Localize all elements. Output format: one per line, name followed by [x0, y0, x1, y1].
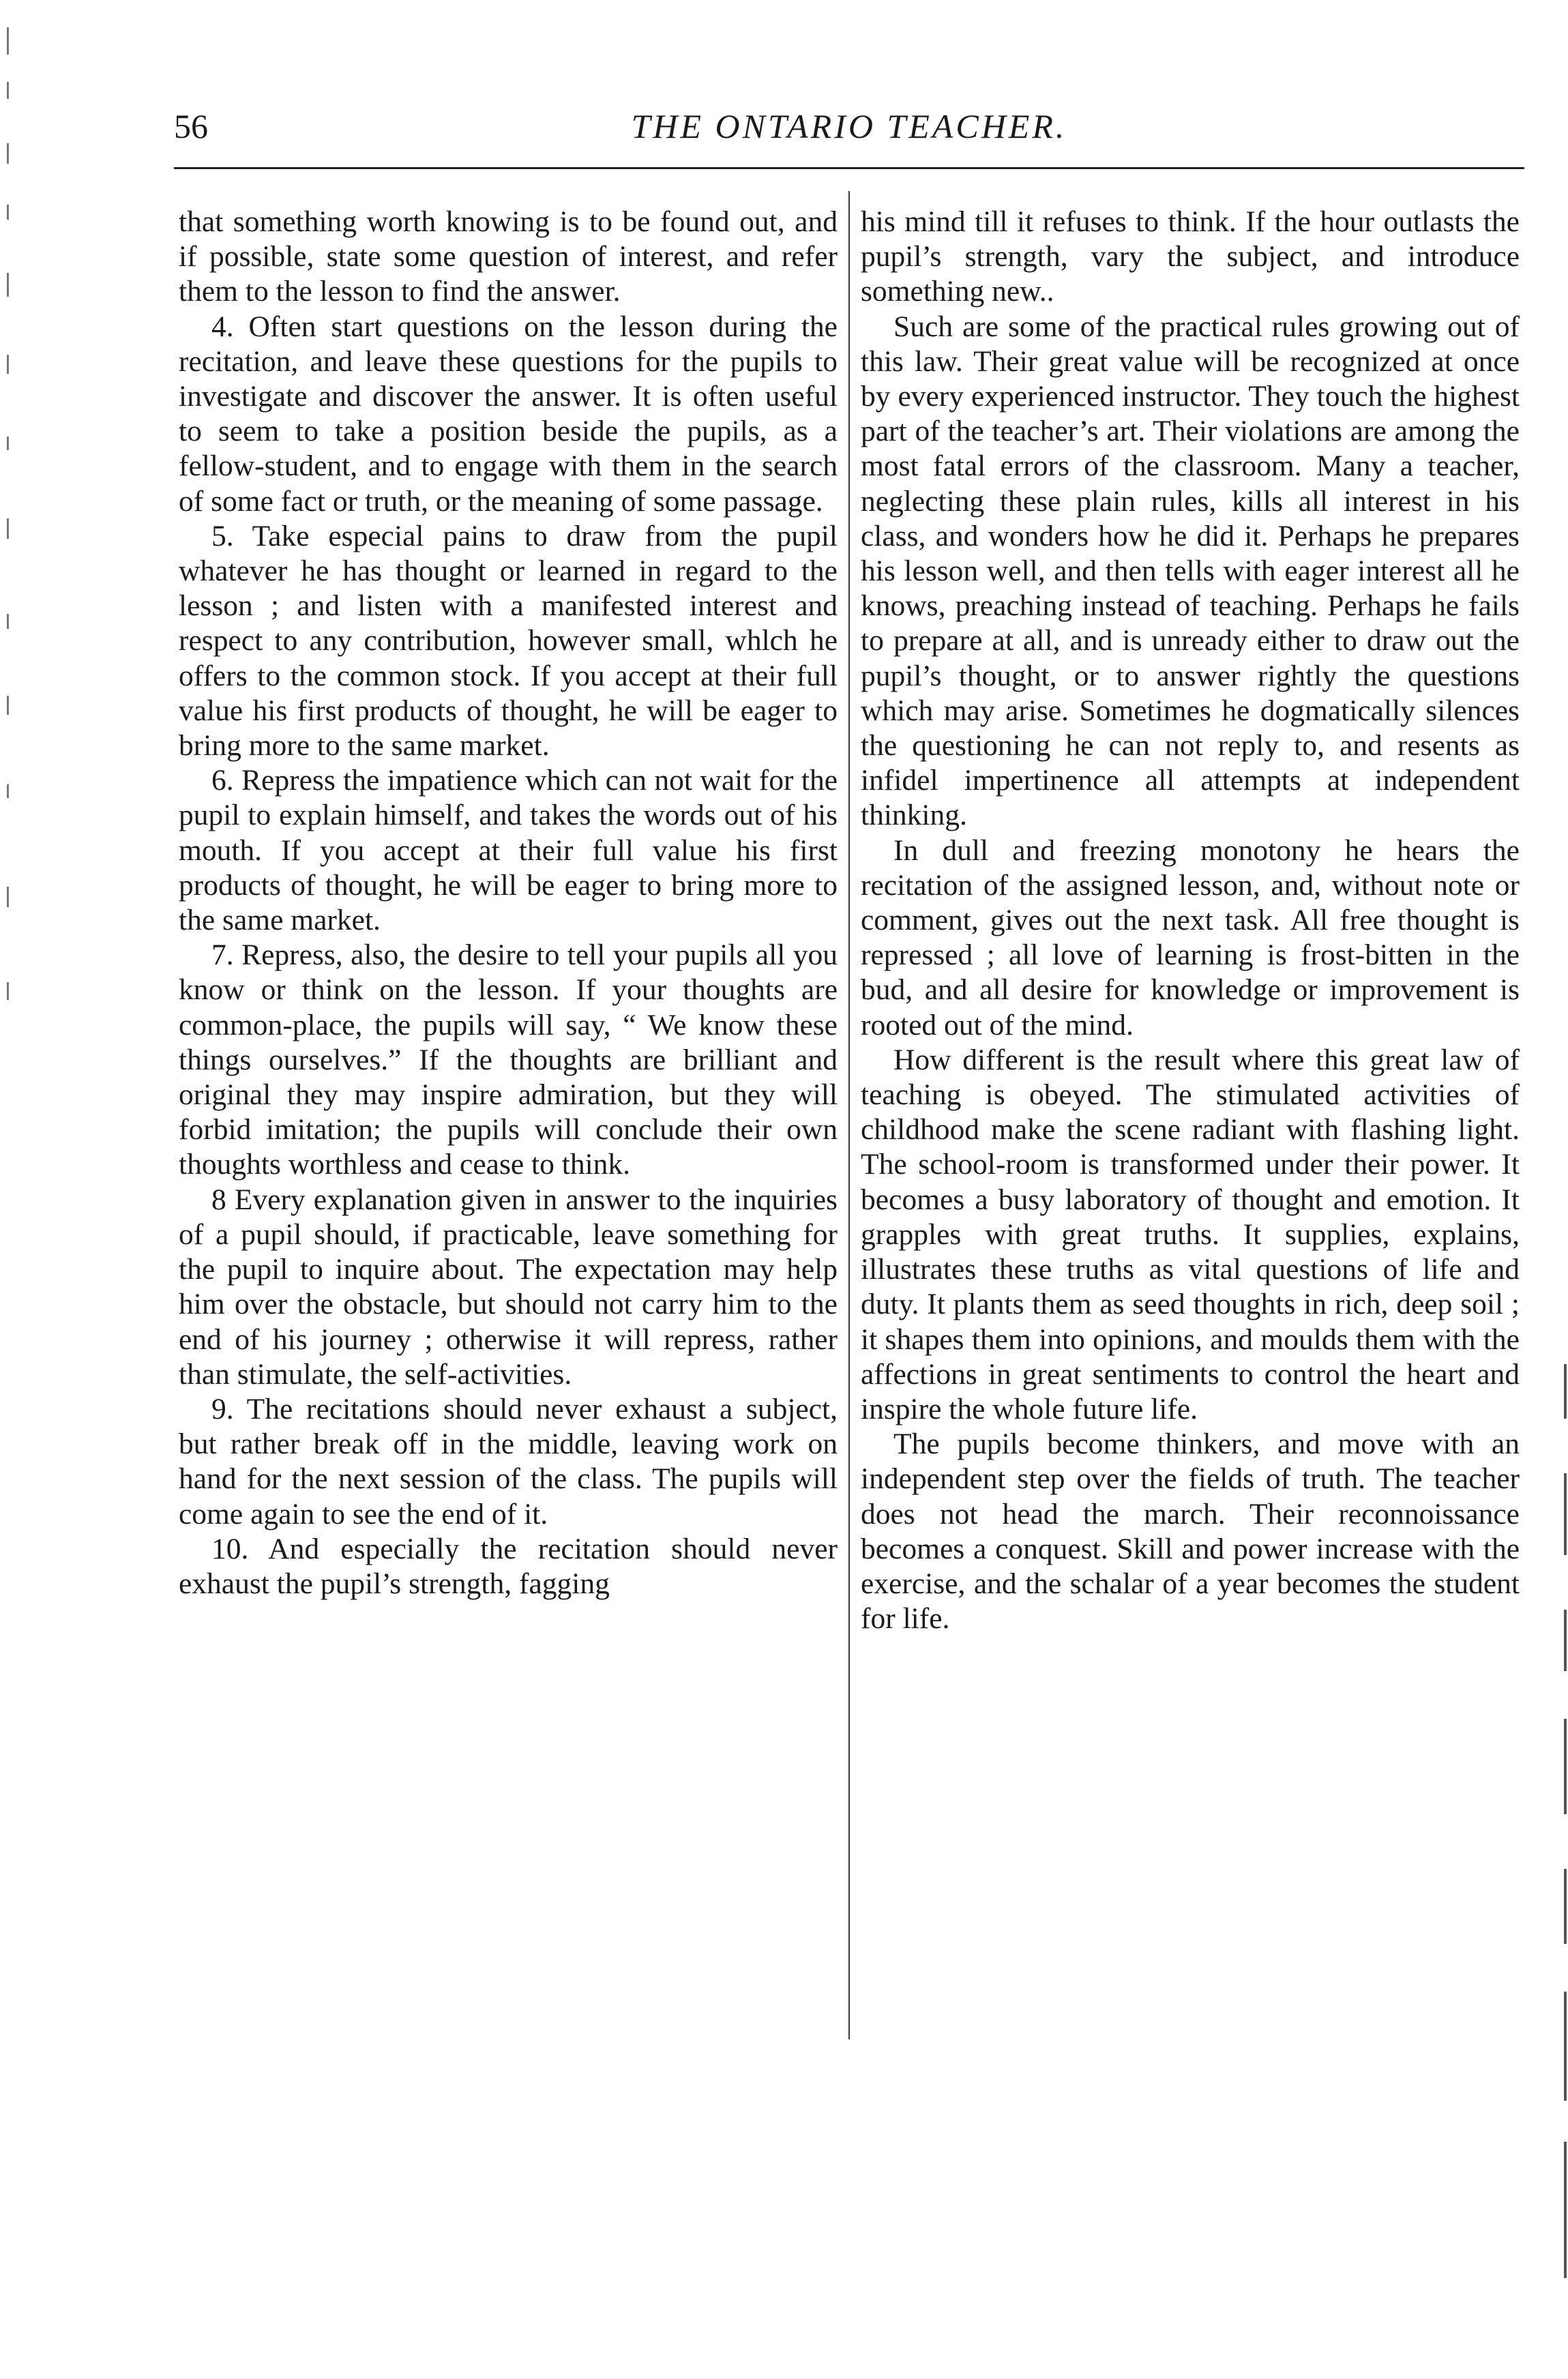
- right-column: [861, 205, 1520, 1636]
- paragraph: 4. Often start questions on the lesson during the recitation, and leave these questions for the pupils to investigate and discover the answer. It is often useful to seem to take a position beside the pupils, as a fellow-student, and to engage with them in the search of some fact or truth, or the meaning of some passage.: [179, 310, 838, 518]
- binding-edge-marks: [0, 0, 27, 1091]
- paragraph: 6. Repress the impatience which can not wait for the pupil to explain himself, and takes the words out of his mouth. If you accept at their full value his first products of thought, he will be eager to bring more to the same market.: [179, 764, 838, 937]
- paragraph: 8 Every explanation given in answer to the inquiries of a pupil should, if practicable, leave something for the pupil to inquire about. The expectation may help him over the obstacle, but should not carry him to the end of his journey ; otherwise it will repress, rather than stimulate, the self-activities.: [179, 1183, 838, 1391]
- paragraph: In dull and freezing monotony he hears the recitation of the assigned lesson, and, without note or comment, gives out the next task. All free thought is repressed ; all love of learning is frost-bitten in the bud, and all desire for knowledge or improvement is rooted out of the mind.: [861, 833, 1520, 1041]
- paragraph: How different is the result where this great law of teaching is obeyed. The stimulated activities of childhood make the scene radiant with flashing light. The school-room is transformed under their power. It becomes a busy laboratory of thought and emotion. It grapples with great truths. It supplies, explains, illustrates these truths as vital questions of life and duty. It plants them as seed thoughts in rich, deep soil ; it shapes them into opinions, and moulds them with the affections in great sentiments to control the heart and inspire the whole future life.: [861, 1043, 1520, 1425]
- paragraph: 9. The recitations should never exhaust a subject, but rather break off in the middle, leaving work on hand for the next session of the class. The pupils will come again to see the end of it.: [179, 1392, 838, 1531]
- paragraph: that something worth knowing is to be found out, and if possible, state some question of interest, and refer them to the lesson to find the answer.: [179, 205, 838, 308]
- paragraph: Such are some of the practical rules growing out of this law. Their great value will be recognized at once by every experienced instructor. They touch the highest part of the teacher’s art. Their violations are among the most fatal errors of the classroom. Many a teacher, neglecting these plain rules, kills all interest in his class, and wonders how he did it. Perhaps he prepares his lesson well, and then tells with eager interest all he knows, preaching instead of teaching. Perhaps he fails to prepare at all, and is unready either to draw out the pupil’s thought, or to answer rightly the questions which may arise. Sometimes he dogmatically silences the questioning he can not reply to, and resents as infidel impertinence all attempts at independent thinking.: [861, 310, 1520, 832]
- paragraph: 5. Take especial pains to draw from the pupil whatever he has thought or learned in regard to the lesson ; and listen with a manifested interest and respect to any contribution, however small, whlch he offers to the common stock. If you accept at their full value his first products of thought, he will be eager to bring more to the same market.: [179, 519, 838, 763]
- header-rule: [174, 167, 1524, 169]
- left-column: [179, 205, 838, 1601]
- paragraph: The pupils become thinkers, and move with an independent step over the fields of truth. The teacher does not head the march. Their reconnoissance becomes a conquest. Skill and power increase with the exercise, and the schalar of a year becomes the student for life.: [861, 1428, 1520, 1636]
- paragraph: 10. And especially the recitation should never exhaust the pupil’s strength, fagging: [179, 1532, 838, 1600]
- page-header: [174, 95, 1524, 157]
- running-title: THE ONTARIO TEACHER.: [631, 107, 1067, 145]
- page-number: 56: [174, 107, 208, 145]
- paragraph: his mind till it refuses to think. If the hour outlasts the pupil’s strength, vary the subject, and introduce something new..: [861, 205, 1520, 308]
- page-edge-marks: [1560, 1364, 1568, 2319]
- column-divider: [848, 191, 850, 2039]
- paragraph: 7. Repress, also, the desire to tell your pupils all you know or think on the lesson. If your thoughts are common-place, the pupils will say, “ We know these things ourselves.” If the thoughts are brilliant and original they may inspire admiration, but they will forbid imitation; the pupils will conclude their own thoughts worthless and cease to think.: [179, 939, 838, 1181]
